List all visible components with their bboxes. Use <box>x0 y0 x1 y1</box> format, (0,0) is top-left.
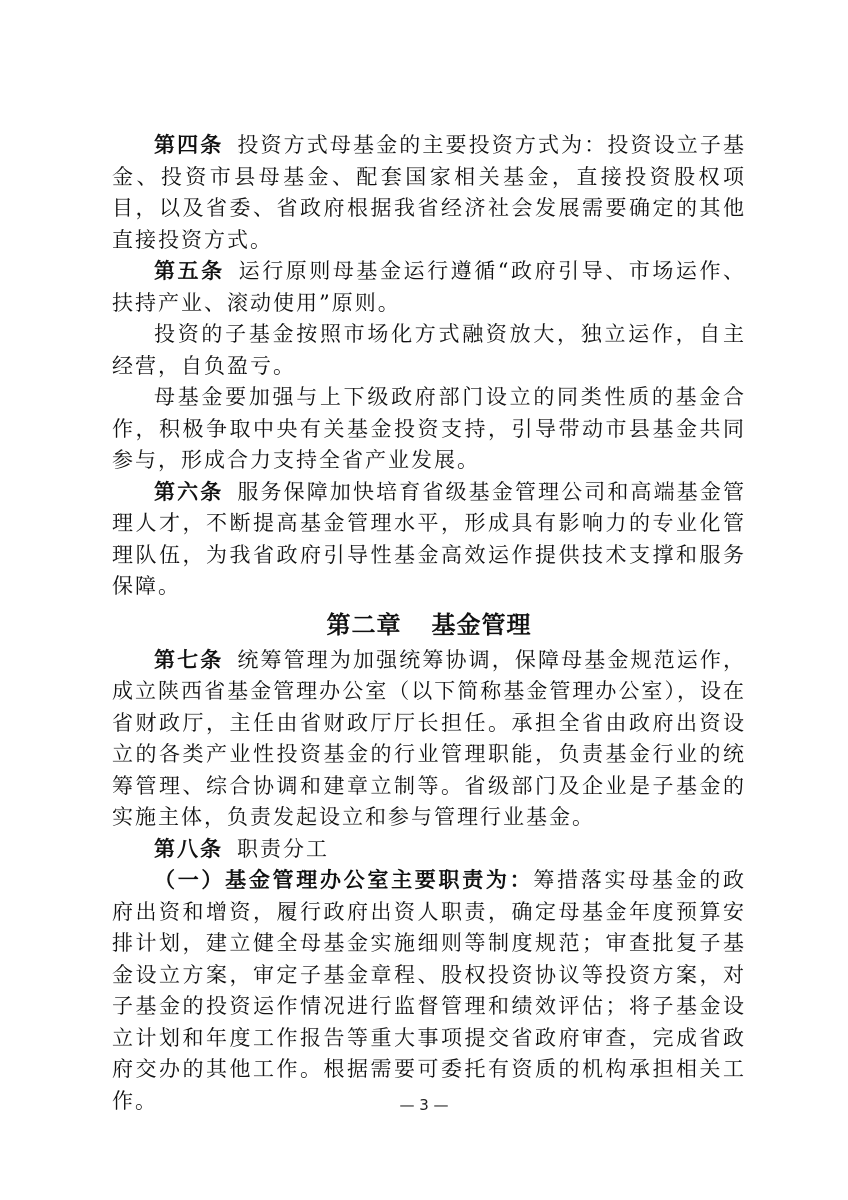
article-5-heading: 第五条 <box>154 259 225 283</box>
article-5-paragraph-3: 母基金要加强与上下级政府部门设立的同类性质的基金合作，积极争取中央有关基金投资支持，引导带动市县基金共同参与，形成合力支持全省产业发展。 <box>112 385 746 472</box>
chapter-title: 基金管理 <box>431 610 532 639</box>
article-5 <box>112 256 746 319</box>
article-8-item-1 <box>112 865 746 1117</box>
article-6-heading: 第六条 <box>154 479 224 504</box>
article-6-text: 服务保障加快培育省级基金管理公司和高端基金管理人才，不断提高基金管理水平，形成具有影响力的专业化管理队伍，为我省政府引导性基金高效运作提供技术支撑和服务保障。 <box>112 479 746 598</box>
document-page <box>112 130 746 1117</box>
article-8-item-1-text: 筹措落实母基金的政府出资和增资，履行政府出资人职责，确定母基金年度预算安排计划，建立健全母基金实施细则等制度规范；审查批复子基金设立方案，审定子基金章程、股权投资协议等投资方案，对子基金的投资运作情况进行监督管理和绩效评估；将子基金设立计划和年度工作报告等重大事项提交省政府审查，完成省政府交办的其他工作。根据需要可委托有资质的机构承担相关工作。 <box>112 868 747 1113</box>
article-8-text: 职责分工 <box>237 836 329 861</box>
article-8 <box>112 834 746 866</box>
article-4-text: 投资方式母基金的主要投资方式为：投资设立子基金、投资市县母基金、配套国家相关基金，直接投资股权项目，以及省委、省政府根据我省经济社会发展需要确定的其他直接投资方式。 <box>112 133 746 252</box>
article-7 <box>112 645 746 834</box>
article-4 <box>112 130 746 256</box>
page-number: — 3 — <box>399 1096 449 1114</box>
article-5-text: 运行原则母基金运行遵循“政府引导、市场运作、扶持产业、滚动使用”原则。 <box>112 259 747 315</box>
article-6 <box>112 477 746 603</box>
article-5-paragraph-2: 投资的子基金按照市场化方式融资放大，独立运作，自主经营，自负盈亏。 <box>112 322 746 378</box>
article-8-item-1-heading: （一）基金管理办公室主要职责为： <box>154 868 534 892</box>
chapter-number: 第二章 <box>326 610 402 639</box>
article-7-heading: 第七条 <box>154 647 224 672</box>
article-4-heading: 第四条 <box>154 133 224 157</box>
chapter-heading <box>112 605 746 645</box>
article-8-heading: 第八条 <box>154 836 223 861</box>
article-7-text: 统筹管理为加强统筹协调，保障母基金规范运作，成立陕西省基金管理办公室（以下简称基金管理办公室），设在省财政厅，主任由省财政厅厅长担任。承担全省由政府出资设立的各类产业性投资基金的行业管理职能，负责基金行业的统筹管理、综合协调和建章立制等。省级部门及企业是子基金的实施主体，负责发起设立和参与管理行业基金。 <box>112 647 746 829</box>
